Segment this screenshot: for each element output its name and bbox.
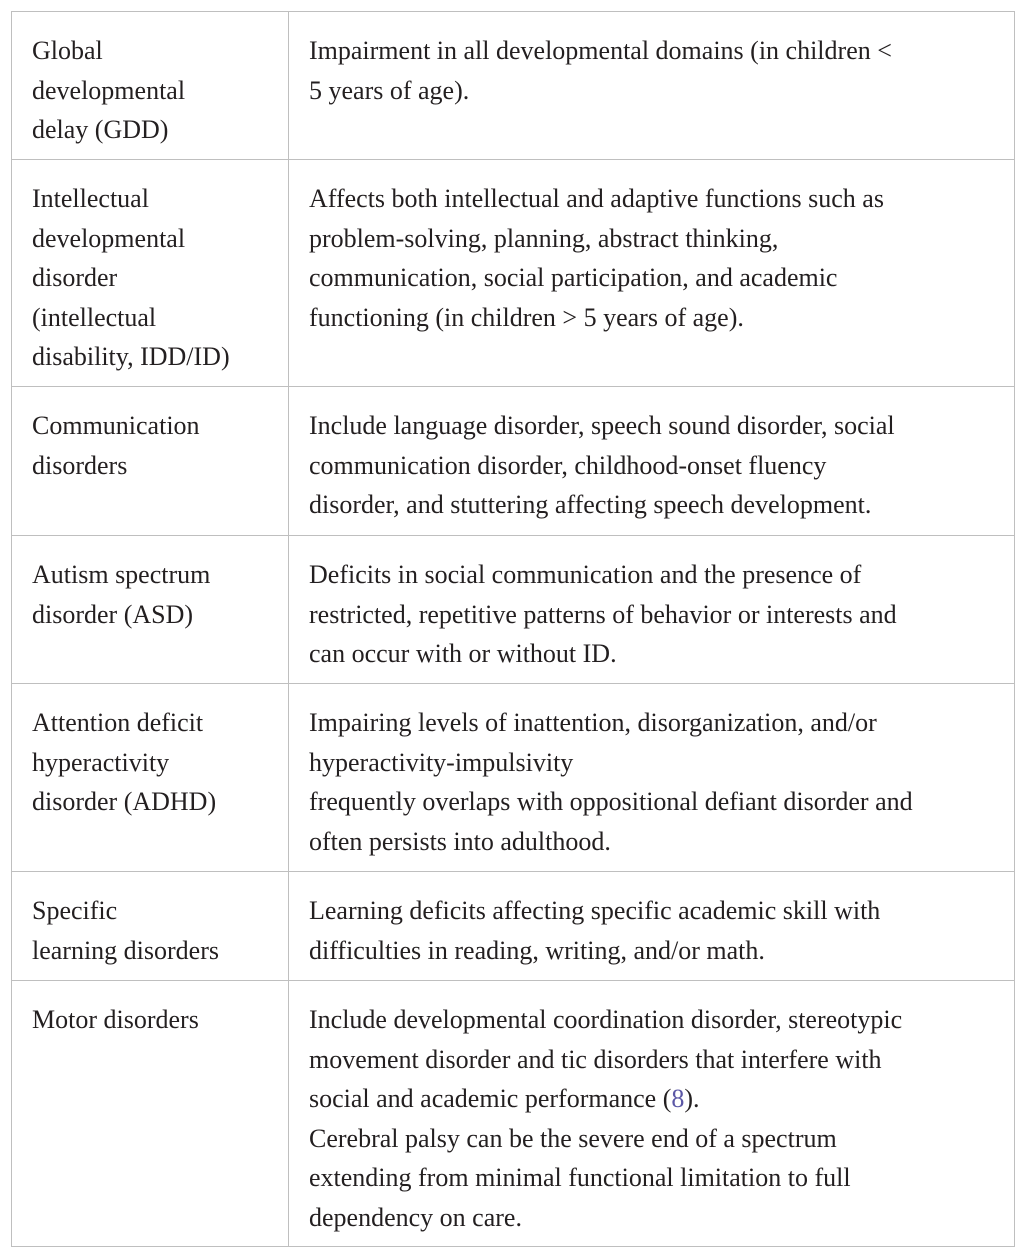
description-line: Include language disorder, speech sound disorder, social [309, 411, 895, 440]
definitions-table [11, 11, 1015, 1247]
term-line: disorders [32, 450, 128, 480]
term-cell [12, 536, 289, 684]
term-line: Specific [32, 896, 118, 925]
description-line: communication disorder, childhood-onset fluency [309, 450, 827, 480]
definitions-table-container [11, 11, 1014, 1247]
description-line: Include developmental coordination disorder, stereotypic [309, 1005, 903, 1034]
description-line: often persists into adulthood. [309, 826, 611, 856]
term-line: (intellectual [32, 302, 157, 332]
description-line: can occur with or without ID. [309, 639, 617, 668]
table-row [12, 981, 1015, 1247]
term-line: developmental [32, 223, 186, 253]
term-cell [12, 12, 289, 160]
description-line: functioning (in children > 5 years of age). [309, 302, 744, 332]
table-row [12, 387, 1015, 536]
table-row [12, 160, 1015, 387]
term-line: hyperactivity [32, 747, 170, 777]
term-cell [12, 160, 289, 387]
description-cell [289, 387, 1015, 536]
term-line: disability, IDD/ID) [32, 342, 230, 371]
description-cell [289, 12, 1015, 160]
description-cell [289, 684, 1015, 872]
term-line: developmental [32, 75, 186, 105]
term-line: Global [32, 36, 103, 65]
description-text: social and academic performance ( [309, 1084, 672, 1113]
term-line: Intellectual [32, 184, 149, 213]
description-line: dependency on care. [309, 1202, 522, 1232]
term-line: Communication [32, 411, 200, 440]
description-line: Affects both intellectual and adaptive functions such as [309, 184, 884, 213]
description-line: problem-solving, planning, abstract thinking, [309, 223, 779, 253]
description-line: movement disorder and tic disorders that interfere with [309, 1044, 882, 1074]
description-line: difficulties in reading, writing, and/or math. [309, 935, 765, 965]
description-line: Impairment in all developmental domains (in children < [309, 36, 892, 65]
term-line: Attention deficit [32, 708, 204, 737]
description-line: Deficits in social communication and the presence of [309, 560, 862, 589]
description-line: 5 years of age). [309, 75, 470, 105]
description-line-with-reference [309, 1079, 1006, 1119]
description-text: ). [684, 1084, 700, 1113]
table-row [12, 684, 1015, 872]
description-line: extending from minimal functional limitation to full [309, 1163, 851, 1192]
description-cell [289, 160, 1015, 387]
term-cell [12, 872, 289, 981]
table-row [12, 12, 1015, 160]
description-line: restricted, repetitive patterns of behavior or interests and [309, 599, 897, 629]
description-line: hyperactivity-impulsivity [309, 747, 574, 777]
term-line: disorder (ASD) [32, 599, 194, 629]
description-line: disorder, and stuttering affecting speech development. [309, 490, 872, 519]
description-line: communication, social participation, and academic [309, 263, 838, 292]
term-cell [12, 981, 289, 1247]
description-cell [289, 536, 1015, 684]
table-row [12, 872, 1015, 981]
description-line: frequently overlaps with oppositional defiant disorder and [309, 787, 913, 816]
description-cell [289, 872, 1015, 981]
description-line: Learning deficits affecting specific academic skill with [309, 896, 881, 925]
term-cell [12, 684, 289, 872]
description-cell [289, 981, 1015, 1247]
term-line: disorder (ADHD) [32, 787, 217, 816]
description-line: Cerebral palsy can be the severe end of a spectrum [309, 1123, 837, 1153]
term-line: Motor disorders [32, 1005, 199, 1034]
table-row [12, 536, 1015, 684]
term-line: Autism spectrum [32, 560, 211, 589]
term-line: learning disorders [32, 935, 220, 965]
reference-link[interactable]: 8 [671, 1084, 685, 1113]
term-line: disorder [32, 263, 118, 292]
description-line: Impairing levels of inattention, disorganization, and/or [309, 708, 877, 737]
term-cell [12, 387, 289, 536]
term-line: delay (GDD) [32, 115, 169, 144]
